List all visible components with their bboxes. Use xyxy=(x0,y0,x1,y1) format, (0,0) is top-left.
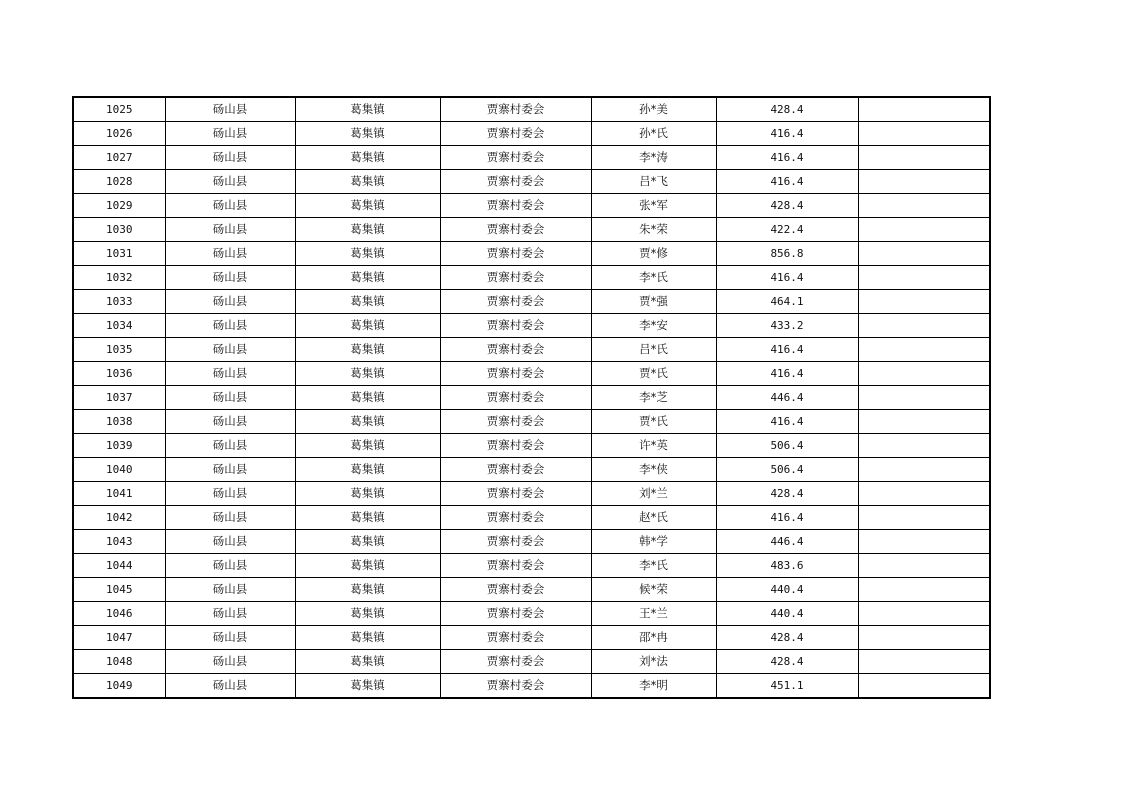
cell-county: 砀山县 xyxy=(165,386,295,410)
cell-serial-number: 1047 xyxy=(73,626,165,650)
cell-person-name: 李*侠 xyxy=(591,458,716,482)
cell-person-name: 贾*氏 xyxy=(591,410,716,434)
cell-amount: 440.4 xyxy=(716,602,858,626)
table-row xyxy=(73,554,990,578)
cell-note xyxy=(858,674,990,699)
cell-town: 葛集镇 xyxy=(295,242,440,266)
cell-county: 砀山县 xyxy=(165,602,295,626)
cell-amount: 428.4 xyxy=(716,650,858,674)
cell-note xyxy=(858,242,990,266)
cell-note xyxy=(858,170,990,194)
table-row xyxy=(73,290,990,314)
cell-village: 贾寨村委会 xyxy=(440,266,591,290)
cell-person-name: 刘*法 xyxy=(591,650,716,674)
cell-village: 贾寨村委会 xyxy=(440,602,591,626)
cell-note xyxy=(858,482,990,506)
cell-county: 砀山县 xyxy=(165,242,295,266)
cell-village: 贾寨村委会 xyxy=(440,146,591,170)
cell-town: 葛集镇 xyxy=(295,554,440,578)
cell-amount: 416.4 xyxy=(716,170,858,194)
cell-amount: 428.4 xyxy=(716,97,858,122)
cell-town: 葛集镇 xyxy=(295,626,440,650)
cell-village: 贾寨村委会 xyxy=(440,626,591,650)
cell-amount: 428.4 xyxy=(716,194,858,218)
cell-person-name: 孙*氏 xyxy=(591,122,716,146)
cell-village: 贾寨村委会 xyxy=(440,674,591,699)
cell-village: 贾寨村委会 xyxy=(440,530,591,554)
cell-town: 葛集镇 xyxy=(295,218,440,242)
cell-note xyxy=(858,410,990,434)
table-body xyxy=(73,97,990,698)
cell-town: 葛集镇 xyxy=(295,266,440,290)
table-row xyxy=(73,242,990,266)
cell-person-name: 李*氏 xyxy=(591,266,716,290)
cell-village: 贾寨村委会 xyxy=(440,194,591,218)
cell-village: 贾寨村委会 xyxy=(440,650,591,674)
cell-serial-number: 1025 xyxy=(73,97,165,122)
cell-amount: 440.4 xyxy=(716,578,858,602)
cell-village: 贾寨村委会 xyxy=(440,386,591,410)
cell-serial-number: 1046 xyxy=(73,602,165,626)
cell-county: 砀山县 xyxy=(165,578,295,602)
cell-amount: 506.4 xyxy=(716,434,858,458)
cell-serial-number: 1045 xyxy=(73,578,165,602)
cell-village: 贾寨村委会 xyxy=(440,482,591,506)
table-row xyxy=(73,602,990,626)
table-row xyxy=(73,97,990,122)
cell-village: 贾寨村委会 xyxy=(440,458,591,482)
cell-village: 贾寨村委会 xyxy=(440,170,591,194)
cell-town: 葛集镇 xyxy=(295,674,440,699)
cell-serial-number: 1041 xyxy=(73,482,165,506)
cell-person-name: 刘*兰 xyxy=(591,482,716,506)
cell-village: 贾寨村委会 xyxy=(440,578,591,602)
cell-person-name: 李*氏 xyxy=(591,554,716,578)
cell-village: 贾寨村委会 xyxy=(440,97,591,122)
cell-note xyxy=(858,146,990,170)
cell-person-name: 吕*飞 xyxy=(591,170,716,194)
cell-amount: 433.2 xyxy=(716,314,858,338)
cell-town: 葛集镇 xyxy=(295,290,440,314)
cell-person-name: 李*安 xyxy=(591,314,716,338)
table-row xyxy=(73,650,990,674)
cell-town: 葛集镇 xyxy=(295,506,440,530)
cell-county: 砀山县 xyxy=(165,290,295,314)
cell-note xyxy=(858,97,990,122)
cell-town: 葛集镇 xyxy=(295,482,440,506)
cell-amount: 451.1 xyxy=(716,674,858,699)
cell-county: 砀山县 xyxy=(165,410,295,434)
cell-serial-number: 1035 xyxy=(73,338,165,362)
cell-village: 贾寨村委会 xyxy=(440,554,591,578)
cell-amount: 416.4 xyxy=(716,410,858,434)
cell-note xyxy=(858,554,990,578)
cell-town: 葛集镇 xyxy=(295,386,440,410)
cell-town: 葛集镇 xyxy=(295,314,440,338)
table-row xyxy=(73,122,990,146)
table-row xyxy=(73,386,990,410)
cell-person-name: 张*军 xyxy=(591,194,716,218)
cell-village: 贾寨村委会 xyxy=(440,434,591,458)
table-row xyxy=(73,218,990,242)
cell-town: 葛集镇 xyxy=(295,650,440,674)
cell-county: 砀山县 xyxy=(165,482,295,506)
table-row xyxy=(73,314,990,338)
cell-amount: 416.4 xyxy=(716,146,858,170)
table-row xyxy=(73,530,990,554)
cell-serial-number: 1040 xyxy=(73,458,165,482)
cell-amount: 856.8 xyxy=(716,242,858,266)
table-row xyxy=(73,146,990,170)
cell-note xyxy=(858,122,990,146)
cell-amount: 416.4 xyxy=(716,338,858,362)
cell-amount: 428.4 xyxy=(716,482,858,506)
cell-town: 葛集镇 xyxy=(295,434,440,458)
cell-person-name: 候*荣 xyxy=(591,578,716,602)
cell-person-name: 李*芝 xyxy=(591,386,716,410)
cell-note xyxy=(858,314,990,338)
cell-note xyxy=(858,434,990,458)
table-row xyxy=(73,338,990,362)
table-row xyxy=(73,362,990,386)
cell-amount: 416.4 xyxy=(716,362,858,386)
cell-person-name: 王*兰 xyxy=(591,602,716,626)
cell-note xyxy=(858,578,990,602)
cell-town: 葛集镇 xyxy=(295,338,440,362)
cell-county: 砀山县 xyxy=(165,458,295,482)
cell-serial-number: 1049 xyxy=(73,674,165,699)
cell-serial-number: 1032 xyxy=(73,266,165,290)
cell-village: 贾寨村委会 xyxy=(440,122,591,146)
cell-note xyxy=(858,194,990,218)
cell-county: 砀山县 xyxy=(165,338,295,362)
cell-amount: 416.4 xyxy=(716,266,858,290)
cell-county: 砀山县 xyxy=(165,674,295,699)
cell-note xyxy=(858,602,990,626)
table-row xyxy=(73,506,990,530)
cell-serial-number: 1042 xyxy=(73,506,165,530)
cell-county: 砀山县 xyxy=(165,434,295,458)
cell-person-name: 邵*冉 xyxy=(591,626,716,650)
cell-county: 砀山县 xyxy=(165,122,295,146)
table-row xyxy=(73,266,990,290)
cell-amount: 446.4 xyxy=(716,530,858,554)
cell-amount: 428.4 xyxy=(716,626,858,650)
cell-village: 贾寨村委会 xyxy=(440,410,591,434)
cell-village: 贾寨村委会 xyxy=(440,506,591,530)
cell-town: 葛集镇 xyxy=(295,170,440,194)
cell-town: 葛集镇 xyxy=(295,97,440,122)
cell-note xyxy=(858,458,990,482)
cell-serial-number: 1037 xyxy=(73,386,165,410)
table-row xyxy=(73,434,990,458)
cell-amount: 416.4 xyxy=(716,122,858,146)
cell-town: 葛集镇 xyxy=(295,530,440,554)
table-row xyxy=(73,170,990,194)
cell-note xyxy=(858,218,990,242)
cell-serial-number: 1027 xyxy=(73,146,165,170)
cell-village: 贾寨村委会 xyxy=(440,218,591,242)
cell-town: 葛集镇 xyxy=(295,194,440,218)
cell-serial-number: 1038 xyxy=(73,410,165,434)
cell-note xyxy=(858,650,990,674)
cell-town: 葛集镇 xyxy=(295,362,440,386)
cell-person-name: 贾*强 xyxy=(591,290,716,314)
cell-serial-number: 1033 xyxy=(73,290,165,314)
cell-amount: 483.6 xyxy=(716,554,858,578)
cell-person-name: 孙*美 xyxy=(591,97,716,122)
cell-serial-number: 1039 xyxy=(73,434,165,458)
cell-county: 砀山县 xyxy=(165,626,295,650)
table-row xyxy=(73,578,990,602)
cell-town: 葛集镇 xyxy=(295,602,440,626)
cell-serial-number: 1044 xyxy=(73,554,165,578)
cell-town: 葛集镇 xyxy=(295,458,440,482)
cell-county: 砀山县 xyxy=(165,362,295,386)
cell-note xyxy=(858,386,990,410)
cell-note xyxy=(858,338,990,362)
cell-person-name: 贾*修 xyxy=(591,242,716,266)
cell-serial-number: 1034 xyxy=(73,314,165,338)
cell-town: 葛集镇 xyxy=(295,578,440,602)
data-table xyxy=(72,96,991,699)
cell-village: 贾寨村委会 xyxy=(440,314,591,338)
table-row xyxy=(73,410,990,434)
cell-person-name: 李*明 xyxy=(591,674,716,699)
cell-amount: 464.1 xyxy=(716,290,858,314)
cell-county: 砀山县 xyxy=(165,146,295,170)
cell-serial-number: 1028 xyxy=(73,170,165,194)
cell-person-name: 李*涛 xyxy=(591,146,716,170)
cell-serial-number: 1048 xyxy=(73,650,165,674)
cell-county: 砀山县 xyxy=(165,97,295,122)
table-row xyxy=(73,626,990,650)
cell-note xyxy=(858,266,990,290)
cell-serial-number: 1029 xyxy=(73,194,165,218)
cell-village: 贾寨村委会 xyxy=(440,338,591,362)
table-row xyxy=(73,194,990,218)
cell-amount: 506.4 xyxy=(716,458,858,482)
cell-note xyxy=(858,362,990,386)
cell-note xyxy=(858,506,990,530)
cell-note xyxy=(858,626,990,650)
cell-note xyxy=(858,530,990,554)
cell-county: 砀山县 xyxy=(165,506,295,530)
cell-serial-number: 1031 xyxy=(73,242,165,266)
cell-village: 贾寨村委会 xyxy=(440,242,591,266)
cell-county: 砀山县 xyxy=(165,194,295,218)
cell-serial-number: 1030 xyxy=(73,218,165,242)
table-row xyxy=(73,458,990,482)
table-row xyxy=(73,674,990,699)
table-row xyxy=(73,482,990,506)
cell-person-name: 朱*荣 xyxy=(591,218,716,242)
cell-county: 砀山县 xyxy=(165,314,295,338)
cell-serial-number: 1036 xyxy=(73,362,165,386)
cell-note xyxy=(858,290,990,314)
cell-serial-number: 1043 xyxy=(73,530,165,554)
cell-person-name: 韩*学 xyxy=(591,530,716,554)
cell-county: 砀山县 xyxy=(165,266,295,290)
cell-serial-number: 1026 xyxy=(73,122,165,146)
cell-county: 砀山县 xyxy=(165,650,295,674)
cell-county: 砀山县 xyxy=(165,218,295,242)
cell-amount: 446.4 xyxy=(716,386,858,410)
cell-person-name: 赵*氏 xyxy=(591,506,716,530)
cell-town: 葛集镇 xyxy=(295,410,440,434)
cell-person-name: 贾*氏 xyxy=(591,362,716,386)
cell-town: 葛集镇 xyxy=(295,122,440,146)
cell-amount: 416.4 xyxy=(716,506,858,530)
cell-county: 砀山县 xyxy=(165,530,295,554)
cell-village: 贾寨村委会 xyxy=(440,362,591,386)
cell-county: 砀山县 xyxy=(165,170,295,194)
cell-amount: 422.4 xyxy=(716,218,858,242)
cell-person-name: 吕*氏 xyxy=(591,338,716,362)
cell-person-name: 许*英 xyxy=(591,434,716,458)
cell-town: 葛集镇 xyxy=(295,146,440,170)
cell-county: 砀山县 xyxy=(165,554,295,578)
cell-village: 贾寨村委会 xyxy=(440,290,591,314)
